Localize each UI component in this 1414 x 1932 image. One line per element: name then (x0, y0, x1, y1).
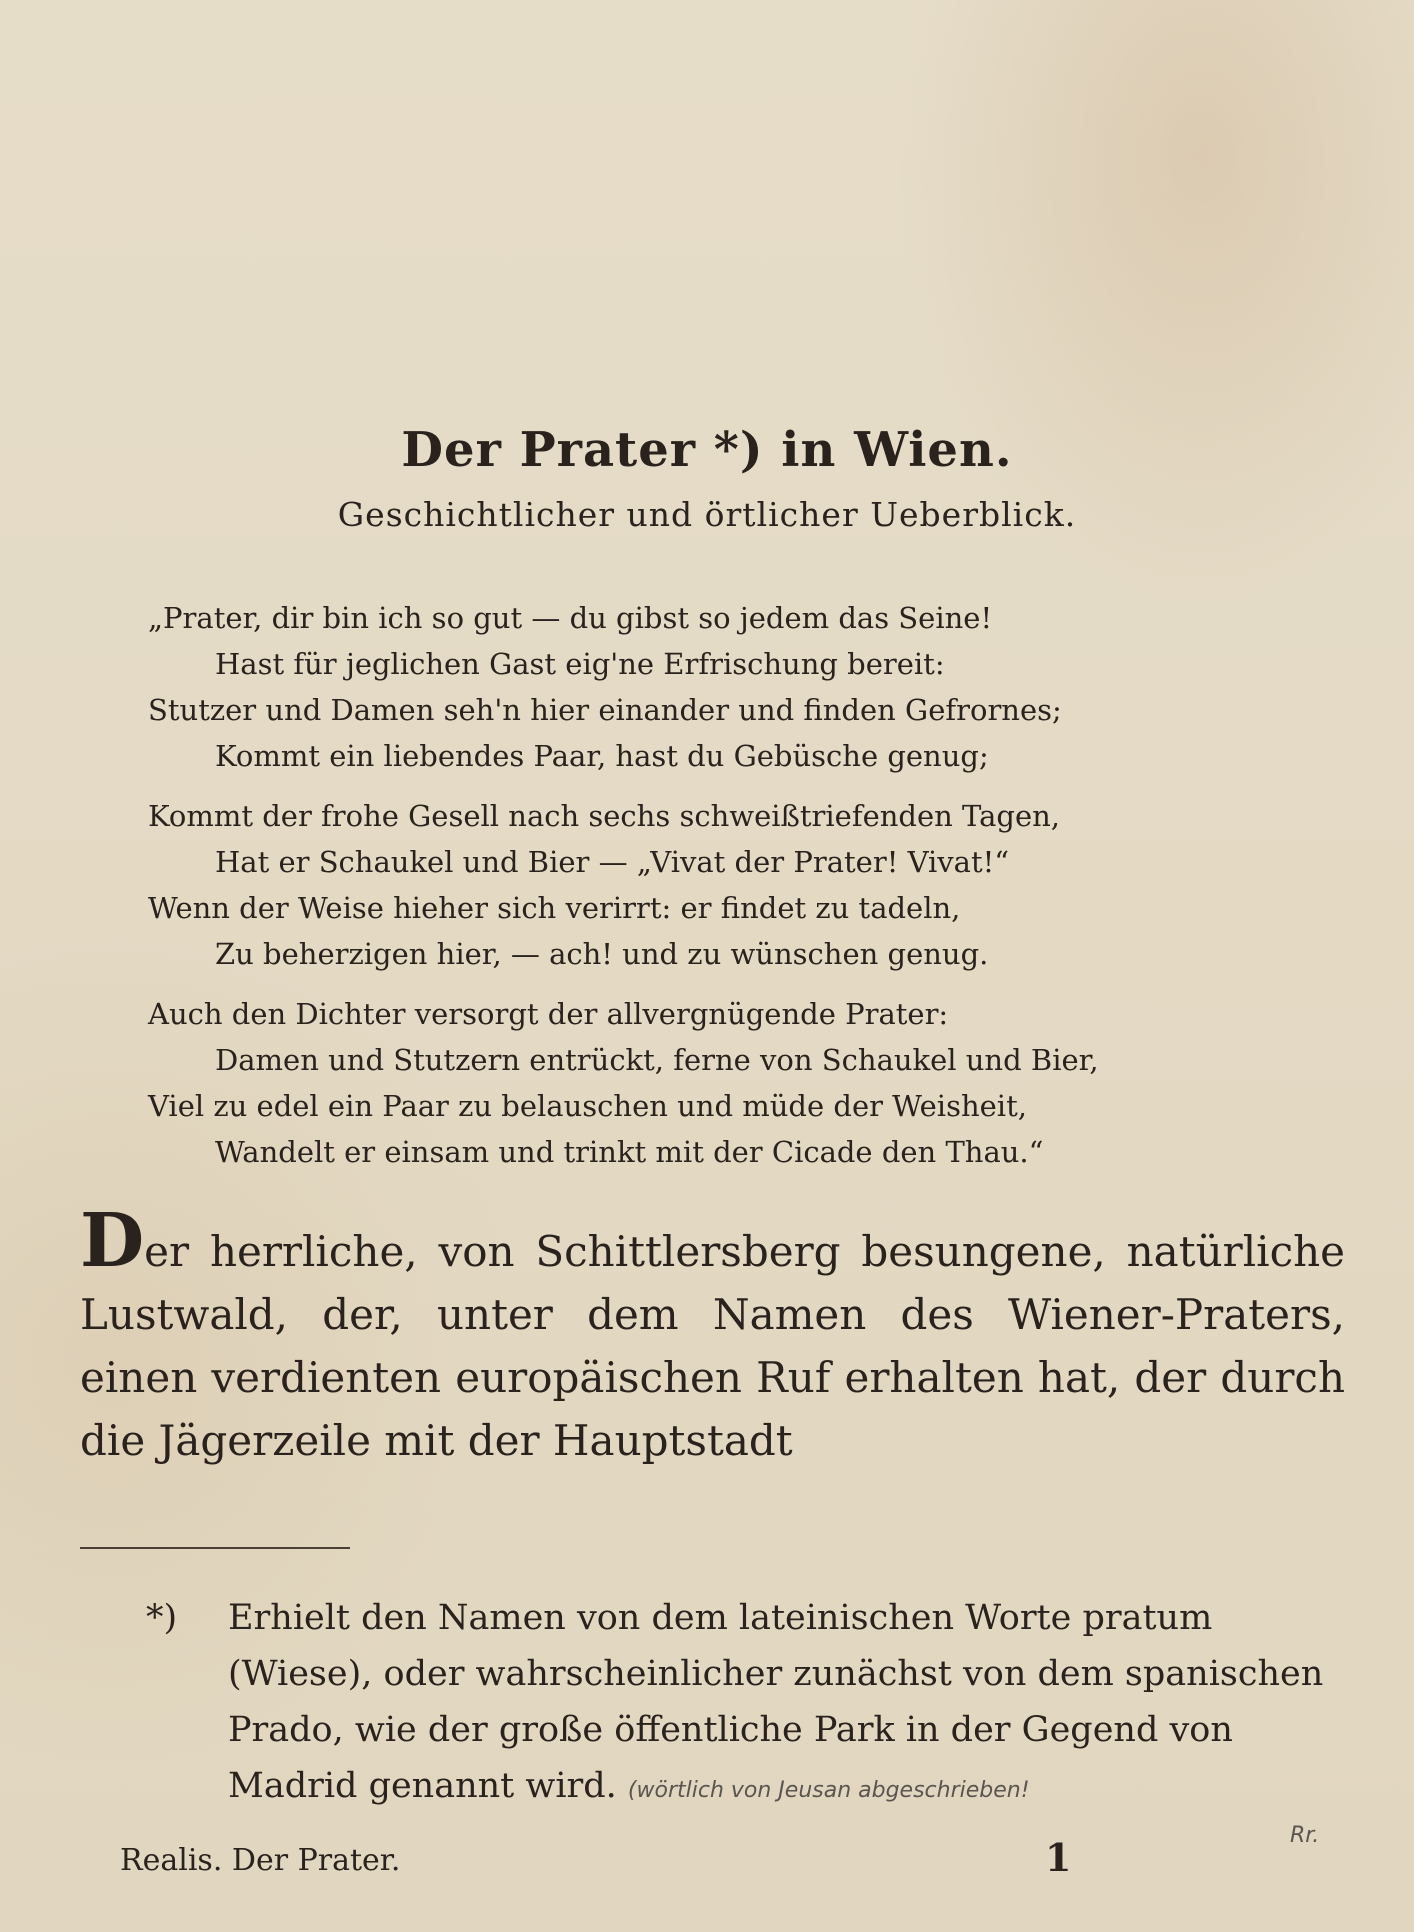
handwritten-initials: Rr. (1290, 1823, 1320, 1848)
footnote-divider (80, 1547, 350, 1549)
poem-line: Wenn der Weise hieher sich verirrt: er findet zu tadeln, (148, 891, 961, 925)
page-subtitle: Geschichtlicher und örtlicher Ueberblick. (337, 495, 1077, 534)
footnote (146, 1590, 1345, 1819)
poem-line: Viel zu edel ein Paar zu belauschen und müde der Weisheit, (148, 1089, 1027, 1123)
body-paragraph (80, 1198, 1345, 1472)
page-number: 1 (1045, 1835, 1072, 1880)
poem-line: Damen und Stutzern entrückt, ferne von Schaukel und Bier, (215, 1043, 1099, 1077)
poem-line: Kommt der frohe Gesell nach sechs schweißtriefenden Tagen, (148, 799, 1061, 833)
running-head: Realis. Der Prater. (120, 1843, 401, 1878)
footnote-mark: *) (146, 1598, 178, 1638)
poem-line: Kommt ein liebendes Paar, hast du Gebüsche genug; (215, 739, 989, 773)
poem-line: Zu beherzigen hier, — ach! und zu wünschen genug. (215, 937, 989, 971)
poem-stanza (148, 991, 1328, 1175)
body-text: er herrliche, von Schittlersberg besungene, natürliche Lustwald, der, unter dem Namen des Wiener-Praters, einen verdienten europäischen Ruf erhalten hat, der durch die Jägerzeile mit der Hauptstadt (80, 1227, 1345, 1465)
poem-line: Hat er Schaukel und Bier — „Vivat der Prater! Vivat!“ (215, 845, 1010, 879)
footnote-text: Erhielt den Namen von dem lateinischen Worte pratum (Wiese), oder wahrscheinlicher zunächst von dem spanischen Prado, wie der große öffentliche Park in der Gegend von Madrid genannt wird. (228, 1598, 1324, 1806)
poem-line: Stutzer und Damen seh'n hier einander und finden Gefrornes; (148, 693, 1062, 727)
poem-stanza (148, 793, 1328, 977)
handwritten-annotation: (wörtlich von Jeusan abgeschrieben! (627, 1778, 1030, 1803)
poem-line: „Prater, dir bin ich so gut — du gibst so jedem das Seine! (148, 601, 993, 635)
page-footer (120, 1823, 1320, 1885)
poem-line: Hast für jeglichen Gast eig'ne Erfrischung bereit: (215, 647, 945, 681)
page-title: Der Prater *) in Wien. (401, 422, 1013, 479)
poem-stanza (148, 595, 1328, 779)
epigraph-poem (148, 595, 1328, 1189)
poem-line: Wandelt er einsam und trinkt mit der Cicade den Thau.“ (215, 1135, 1044, 1169)
drop-cap: D (80, 1198, 145, 1284)
poem-line: Auch den Dichter versorgt der allvergnügende Prater: (148, 997, 949, 1031)
